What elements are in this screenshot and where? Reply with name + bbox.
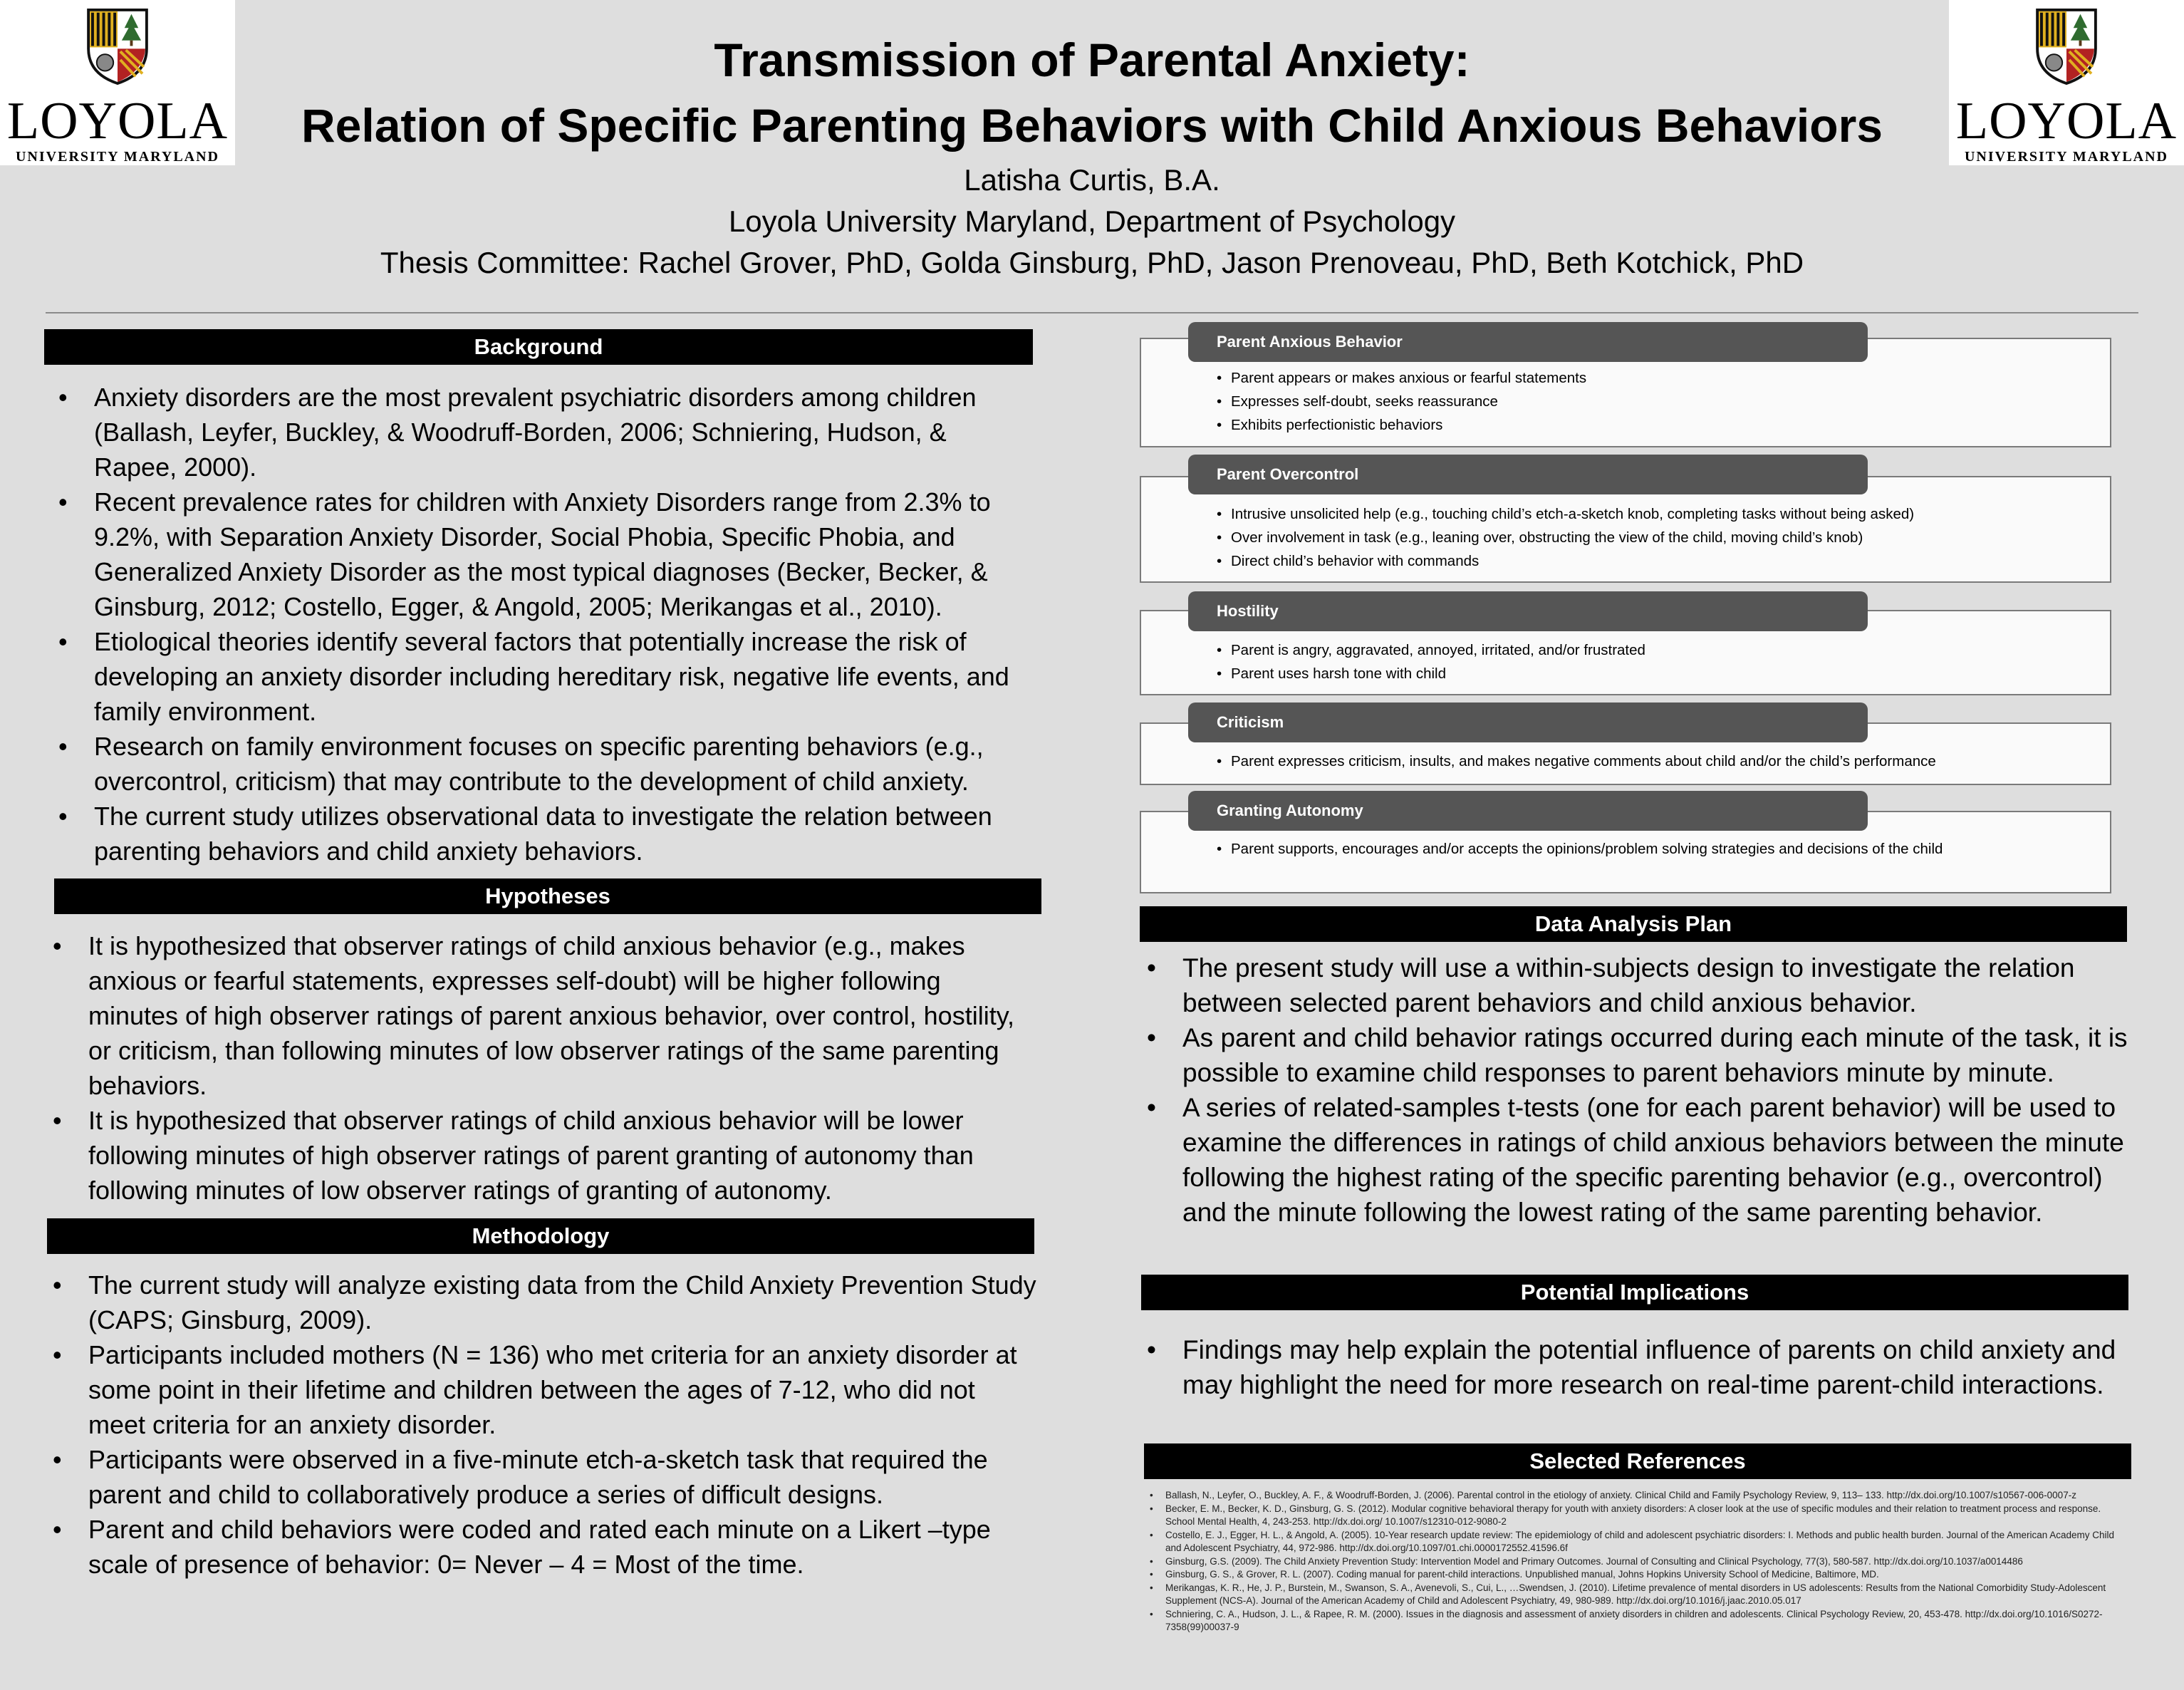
data-analysis-header: Data Analysis Plan <box>1140 906 2127 942</box>
reference-item: • Becker, E. M., Becker, K. D., Ginsburg, G. S. (2012). Modular cognitive behavioral therapy for youth with anxiety disorders: A closer look at the use of specific modules and their relation to treatment process and response. School Mental Health, 4, 243-253. http://dx.doi.org/ 10.1007/s12310-012-9080-2 <box>1148 1503 2130 1529</box>
behavior-label-hostility: Hostility <box>1188 591 1868 631</box>
background-header: Background <box>44 329 1033 365</box>
crest-icon <box>85 7 150 85</box>
reference-item: • Ginsburg, G. S., & Grover, R. L. (2007). Coding manual for parent-child interactions. Unpublished manual, Johns Hopkins University School of Medicine, Baltimore, MD. <box>1148 1568 2130 1582</box>
background-list <box>46 380 1033 869</box>
list-item: • Participants were observed in a five-minute etch-a-sketch task that required the parent and child to collaboratively produce a series of difficult designs. <box>40 1442 1037 1512</box>
hypotheses-list <box>40 928 1037 1208</box>
list-item <box>40 1337 1037 1442</box>
data-analysis-list <box>1134 950 2131 1230</box>
logo-right <box>1949 0 2184 165</box>
list-item: • Parent supports, encourages and/or accepts the opinions/problem solving strategies and decisions of the child <box>1215 839 2006 859</box>
reference-item: • Merikangas, K. R., He, J. P., Burstein, M., Swanson, S. A., Avenevoli, S., Cui, L., …Swendsen, J. (2010). Lifetime prevalence of mental disorders in US adolescents: Results from the National Comorbidity Study-Adolescent Supplement (NCS-A). Journal of the American Academy of Child and Adolescent Psychiatry, 49, 980-989. http://dx.doi.org/10.1016/j.jaac.2010.05.017 <box>1148 1582 2130 1608</box>
list-item: • Anxiety disorders are the most prevalent psychiatric disorders among children (Ballash, Leyfer, Buckley, & Woodruff-Borden, 2006; Schniering, Hudson, & Rapee, 2000). <box>46 380 1033 484</box>
logo-subwordmark: UNIVERSITY MARYLAND <box>15 149 220 165</box>
methodology-header: Methodology <box>47 1218 1034 1254</box>
logo-left <box>0 0 235 165</box>
header-divider <box>46 312 2138 313</box>
list-item: • Findings may help explain the potential influence of parents on child anxiety and may highlight the need for more research on real-time parent-child interactions. <box>1134 1332 2131 1402</box>
committee: Thesis Committee: Rachel Grover, PhD, Golda Ginsburg, PhD, Jason Prenoveau, PhD, Beth Kotchick, PhD <box>380 246 1804 279</box>
list-item: • Recent prevalence rates for children with Anxiety Disorders range from 2.3% to 9.2%, with Separation Anxiety Disorder, Social Phobia, Specific Phobia, and Generalized Anxiety Disorder as the most typical diagnoses (Becker, Becker, & Ginsburg, 2012; Costello, Egger, & Angold, 2005; Merikangas et al., 2010). <box>46 484 1033 624</box>
logo-wordmark: LOYOLA <box>1955 92 2178 150</box>
author: Latisha Curtis, B.A. <box>964 163 1220 197</box>
list-item: • Expresses self-doubt, seeks reassurance <box>1215 390 2070 413</box>
behavior-list-hostility <box>1215 638 2070 685</box>
methodology-list <box>40 1268 1037 1582</box>
references-list <box>1148 1489 2130 1634</box>
reference-item: • Costello, E. J., Egger, H. L., & Angold, A. (2005). 10-Year research update review: The epidemiology of child and adolescent psychiatric disorders: I. Methods and public health burden. Journal of the American Academy Child and Adolescent Psychiatry, 44, 972-986. http://dx.doi.org/10.1097/01.chi.0000172552.41596.6f <box>1148 1529 2130 1555</box>
reference-item: • Ballash, N., Leyfer, O., Buckley, A. F., & Woodruff-Borden, J. (2006). Parental control in the etiology of anxiety. Clinical Child and Family Psychology Review, 9, 113– 133. http://dx.doi.org/10.1007/s10567-006-0007-z <box>1148 1489 2130 1503</box>
list-item-text: Participants included mothers (N = 136) who met criteria for an anxiety disorder at some point in their lifetime and children between the ages of 7-12, who did not meet criteria for an anxiety disorder. <box>88 1340 1017 1439</box>
list-item: • It is hypothesized that observer ratings of child anxious behavior will be lower following minutes of high observer ratings of parent granting of autonomy than following minutes of low observer ratings of granting of autonomy. <box>40 1103 1037 1208</box>
list-item: • Parent is angry, aggravated, annoyed, irritated, and/or frustrated <box>1215 638 2070 662</box>
implications-header: Potential Implications <box>1141 1275 2128 1310</box>
list-item: • Direct child’s behavior with commands <box>1215 549 2091 573</box>
behavior-list-criticism <box>1215 750 2099 773</box>
behavior-label-anxious: Parent Anxious Behavior <box>1188 322 1868 362</box>
list-item: • A series of related-samples t-tests (one for each parent behavior) will be used to examine the differences in ratings of child anxious behaviors between the minute following the highest rating of the specific parenting behavior (e.g., overcontrol) and the minute following the lowest rating of the same parenting behavior. <box>1134 1090 2131 1230</box>
references-header: Selected References <box>1144 1443 2131 1479</box>
behavior-list-autonomy <box>1215 839 2006 859</box>
behavior-label-overcontrol: Parent Overcontrol <box>1188 455 1868 494</box>
list-item: • The current study utilizes observational data to investigate the relation between parenting behaviors and child anxiety behaviors. <box>46 799 1033 869</box>
list-item: • Over involvement in task (e.g., leaning over, obstructing the view of the child, moving child’s knob) <box>1215 526 2091 549</box>
hypotheses-header: Hypotheses <box>54 878 1041 914</box>
behavior-label-autonomy: Granting Autonomy <box>1188 791 1868 831</box>
list-item: • The current study will analyze existing data from the Child Anxiety Prevention Study (CAPS; Ginsburg, 2009). <box>40 1268 1037 1337</box>
list-item: • Parent and child behaviors were coded and rated each minute on a Likert –type scale of presence of behavior: 0= Never – 4 = Most of the time. <box>40 1512 1037 1582</box>
logo-wordmark: LOYOLA <box>6 92 229 150</box>
poster-title-line2: Relation of Specific Parenting Behaviors with Child Anxious Behaviors <box>301 99 1883 152</box>
behavior-list-overcontrol <box>1215 502 2091 573</box>
list-item: • Intrusive unsolicited help (e.g., touching child’s etch-a-sketch knob, completing tasks without being asked) <box>1215 502 2091 526</box>
list-item: • The present study will use a within-subjects design to investigate the relation between selected parent behaviors and child anxious behavior. <box>1134 950 2131 1020</box>
implications-list <box>1134 1332 2131 1402</box>
list-item: • It is hypothesized that observer ratings of child anxious behavior (e.g., makes anxious or fearful statements, expresses self-doubt) will be higher following minutes of high observer ratings of parent anxious behavior, over control, hostility, or criticism, than following minutes of low observer ratings of the same parenting behaviors. <box>40 928 1037 1103</box>
reference-item: • Schniering, C. A., Hudson, J. L., & Rapee, R. M. (2000). Issues in the diagnosis and assessment of anxiety disorders in children and adolescents. Clinical Psychology Review, 20, 453-478. http://dx.doi.org/10.1016/S0272-7358(99)00037-9 <box>1148 1608 2130 1634</box>
poster-title-line1: Transmission of Parental Anxiety: <box>714 33 1470 86</box>
list-item: • Research on family environment focuses on specific parenting behaviors (e.g., overcontrol, criticism) that may contribute to the development of child anxiety. <box>46 729 1033 799</box>
list-item: • As parent and child behavior ratings occurred during each minute of the task, it is possible to examine child responses to parent behaviors minute by minute. <box>1134 1020 2131 1090</box>
behavior-label-criticism: Criticism <box>1188 703 1868 742</box>
crest-icon <box>2034 7 2099 85</box>
reference-item: • Ginsburg, G.S. (2009). The Child Anxiety Prevention Study: Intervention Model and Primary Outcomes. Journal of Consulting and Clinical Psychology, 77(3), 580-587. http://dx.doi.org/10.1037/a0014486 <box>1148 1555 2130 1569</box>
list-item: • Etiological theories identify several factors that potentially increase the risk of developing an anxiety disorder including hereditary risk, negative life events, and family environment. <box>46 624 1033 729</box>
list-item: • Parent appears or makes anxious or fearful statements <box>1215 366 2070 390</box>
list-item: • Parent expresses criticism, insults, and makes negative comments about child and/or the child’s performance <box>1215 750 2099 773</box>
logo-subwordmark: UNIVERSITY MARYLAND <box>1964 149 2169 165</box>
list-item: • Exhibits perfectionistic behaviors <box>1215 413 2070 437</box>
behavior-list-anxious <box>1215 366 2070 437</box>
list-item: • Parent uses harsh tone with child <box>1215 662 2070 685</box>
affiliation: Loyola University Maryland, Department of Psychology <box>728 204 1456 238</box>
